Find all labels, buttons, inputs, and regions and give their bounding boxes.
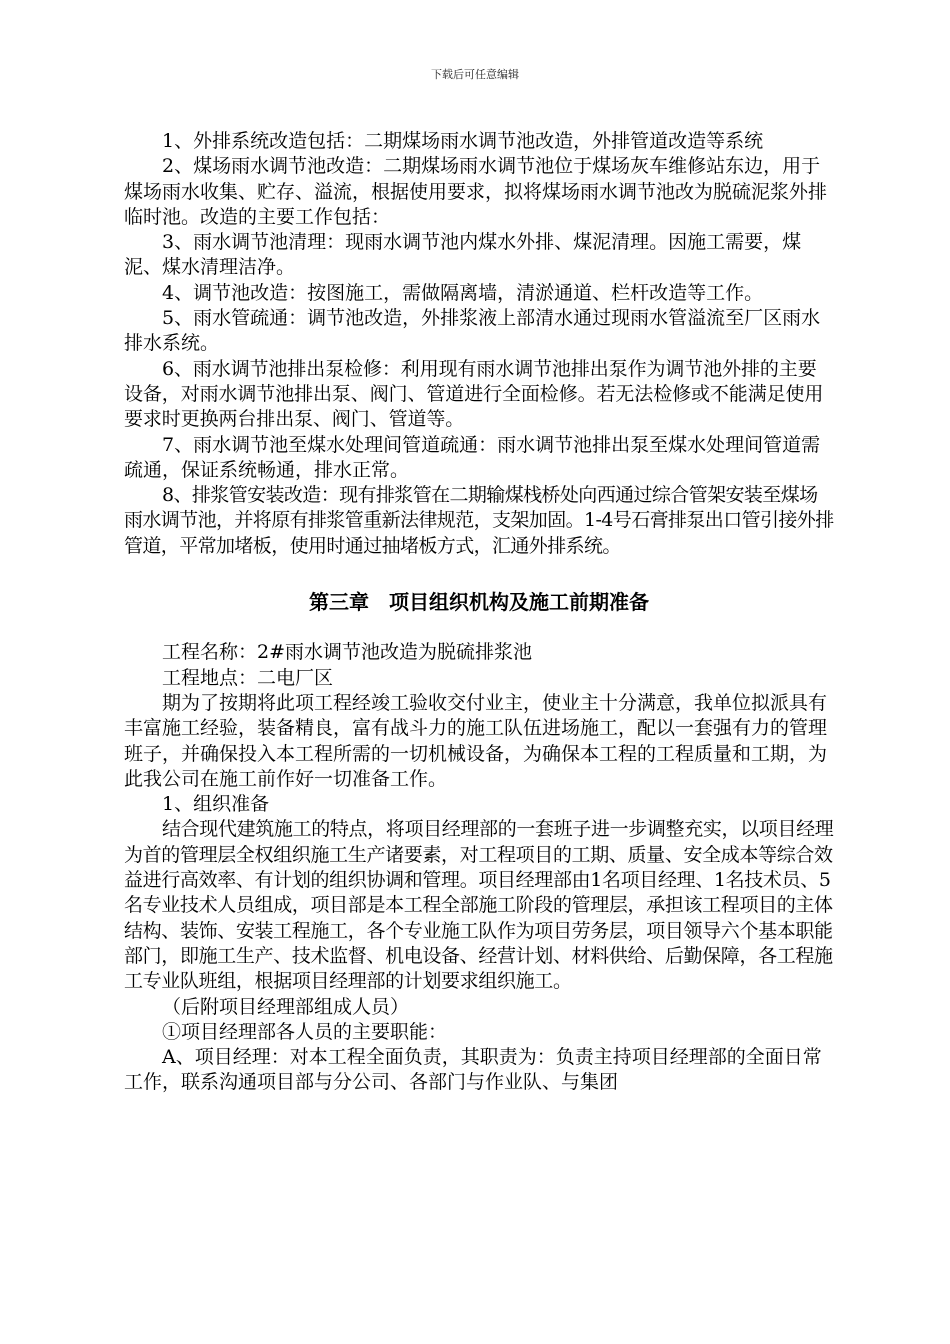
paragraph: 4、调节池改造：按图施工，需做隔离墙，清淤通道、栏杆改造等工作。 <box>162 281 764 304</box>
paragraph: 6、雨水调节池排出泵检修：利用现有雨水调节池排出泵作为调节池外排的主要设备，对雨水调节池排出泵、阀门、管道进行全面检修。若无法检修或不能满足使用要求时更换两台排出泵、阀门、管道等。 <box>124 357 824 431</box>
chapter-title: 第三章 项目组织机构及施工前期准备 <box>309 590 649 615</box>
paragraph: 3、雨水调节池清理：现雨水调节池内煤水外排、煤泥清理。因施工需要，煤泥、煤水清理洁净。 <box>124 231 802 279</box>
project-location: 工程地点：二电厂区 <box>162 666 334 689</box>
paragraph: 5、雨水管疏通：调节池改造，外排浆液上部清水通过现雨水管溢流至厂区雨水排水系统。 <box>124 307 821 355</box>
paragraph: 1、外排系统改造包括：二期煤场雨水调节池改造，外排管道改造等系统 <box>162 130 764 152</box>
paragraph: A、项目经理：对本工程全面负责，其职责为：负责主持项目经理部的全面日常工作，联系沟通项目部与分公司、各部门与作业队、与集团 <box>124 1046 822 1094</box>
paragraph: 期为了按期将此项工程经竣工验收交付业主，使业主十分满意，我单位拟派具有丰富施工经验，装备精良，富有战斗力的施工队伍进场施工，配以一套强有力的管理班子，并确保投入本工程所需的一切机械设备，为确保本工程的工程质量和工期，为此我公司在施工前作好一切准备工作。 <box>124 691 828 790</box>
paragraph: 2、煤场雨水调节池改造：二期煤场雨水调节池位于煤场灰车维修站东边，用于煤场雨水收集、贮存、溢流，根据使用要求，拟将煤场雨水调节池改为脱硫泥浆外排临时池。改造的主要工作包括： <box>124 155 828 228</box>
page-header: 下载后可任意编辑 <box>431 68 519 81</box>
paragraph: ①项目经理部各人员的主要职能： <box>162 1020 448 1043</box>
paragraph: （后附项目经理部组成人员） <box>162 995 410 1018</box>
section-heading: 1、组织准备 <box>162 793 270 816</box>
paragraph: 7、雨水调节池至煤水处理间管道疏通：雨水调节池排出泵至煤水处理间管道需疏通，保证系统畅通，排水正常。 <box>124 433 821 481</box>
paragraph: 结合现代建筑施工的特点，将项目经理部的一套班子进一步调整充实，以项目经理为首的管理层全权组织施工生产诸要素，对工程项目的工期、质量、安全成本等综合效益进行高效率、有计划的组织协调和管理。项目经理部由1名项目经理、1名技术员、5名专业技术人员组成，项目部是本工程全部施工阶段的管理层，承担该工程项目的主体结构、装饰、安装工程施工，各个专业施工队作为项目劳务层，项目领导六个基本职能部门，即施工生产、技术监督、机电设备、经营计划、材料供给、后勤保障，各工程施工专业队班组，根据项目经理部的计划要求组织施工。 <box>124 818 834 993</box>
project-name: 工程名称：2#雨水调节池改造为脱硫排浆池 <box>162 641 533 664</box>
document-body <box>124 129 834 1096</box>
paragraph: 8、排浆管安装改造：现有排浆管在二期输煤栈桥处向西通过综合管架安装至煤场雨水调节池，并将原有排浆管重新法律规范，支架加固。1-4号石膏排泵出口管引接外排管道，平常加堵板，使用时通过抽堵板方式，汇通外排系统。 <box>124 484 834 557</box>
